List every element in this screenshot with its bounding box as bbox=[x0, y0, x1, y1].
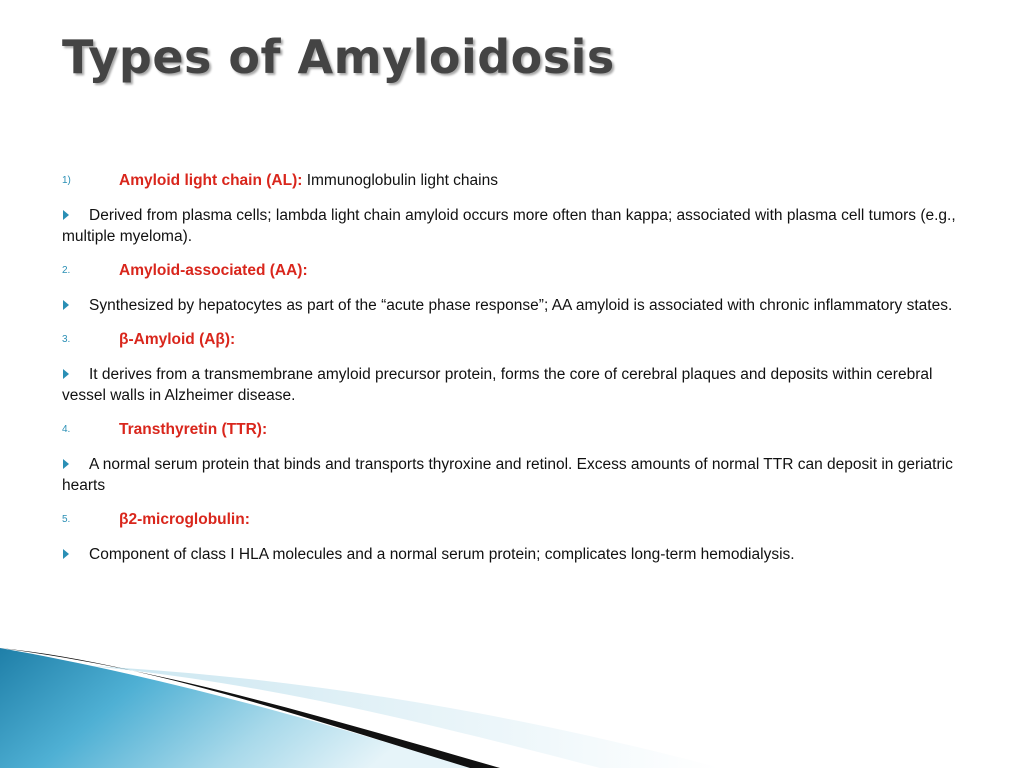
item-number: 2. bbox=[62, 265, 71, 276]
bullet-text: Synthesized by hepatocytes as part of the “acute phase response”; AA amyloid is associated with chronic inflammatory states. bbox=[89, 297, 953, 314]
triangle-right-icon bbox=[63, 210, 69, 220]
item-heading bbox=[119, 419, 267, 441]
numbered-item bbox=[62, 170, 967, 192]
item-label: β2-microglobulin: bbox=[119, 511, 250, 528]
numbered-item bbox=[62, 260, 967, 282]
triangle-right-icon bbox=[63, 549, 69, 559]
bullet-text: Derived from plasma cells; lambda light chain amyloid occurs more often than kappa; associated with plasma cell tumors (e.g., multiple myeloma). bbox=[62, 207, 956, 245]
bullet-item bbox=[62, 364, 967, 406]
item-heading bbox=[119, 509, 250, 531]
item-number: 3. bbox=[62, 334, 71, 345]
item-number: 4. bbox=[62, 424, 71, 435]
item-label: Transthyretin (TTR): bbox=[119, 421, 268, 438]
item-detail: Immunoglobulin light chains bbox=[302, 172, 498, 189]
slide-title: Types of Amyloidosis bbox=[62, 30, 615, 84]
item-number: 1) bbox=[62, 175, 71, 186]
bullet-text: It derives from a transmembrane amyloid precursor protein, forms the core of cerebral plaques and deposits within cerebral vessel walls in Alzheimer disease. bbox=[62, 366, 933, 404]
bullet-text: Component of class I HLA molecules and a normal serum protein; complicates long-term hemodialysis. bbox=[89, 546, 795, 563]
bullet-item bbox=[62, 295, 967, 316]
numbered-item bbox=[62, 509, 967, 531]
triangle-right-icon bbox=[63, 459, 69, 469]
bullet-text: A normal serum protein that binds and transports thyroxine and retinol. Excess amounts of normal TTR can deposit in geriatric hearts bbox=[62, 456, 953, 494]
item-label: Amyloid-associated (AA): bbox=[119, 262, 308, 279]
triangle-right-icon bbox=[63, 300, 69, 310]
slide-content bbox=[62, 170, 967, 578]
item-label: Amyloid light chain (AL): bbox=[119, 172, 303, 189]
triangle-right-icon bbox=[63, 369, 69, 379]
item-heading bbox=[119, 329, 235, 351]
decorative-swoosh bbox=[0, 640, 1024, 768]
item-number: 5. bbox=[62, 514, 71, 525]
numbered-item bbox=[62, 329, 967, 351]
bullet-item bbox=[62, 544, 967, 565]
bullet-item bbox=[62, 454, 967, 496]
item-heading bbox=[119, 260, 308, 282]
item-heading bbox=[119, 170, 498, 192]
bullet-item bbox=[62, 205, 967, 247]
item-label: β-Amyloid (Aβ): bbox=[119, 331, 236, 348]
numbered-item bbox=[62, 419, 967, 441]
